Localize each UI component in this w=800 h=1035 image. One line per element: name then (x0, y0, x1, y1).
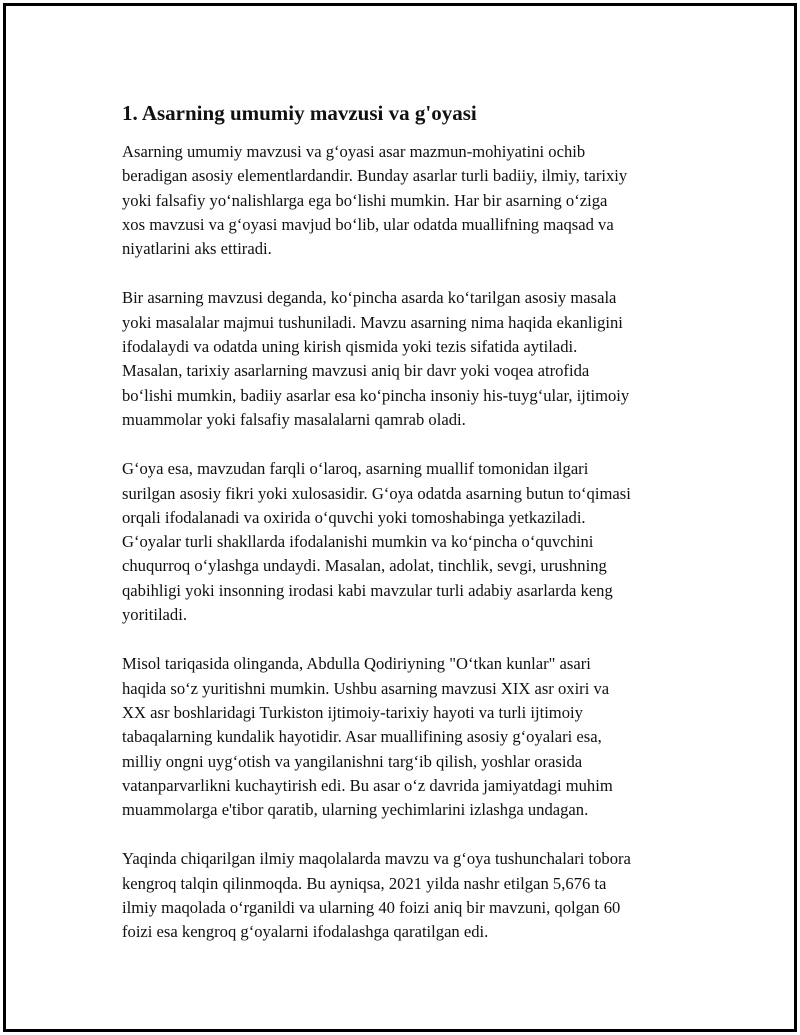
text-line: surilgan asosiy fikri yoki xulosasidir. G‘oya odatda asarning butun to‘qimasi (122, 483, 631, 503)
text-line: qabihligi yoki insonning irodasi kabi mavzular turli adabiy asarlarda keng (122, 580, 613, 600)
text-line: chuqurroq o‘ylashga undaydi. Masalan, adolat, tinchlik, sevgi, urushning (122, 556, 607, 576)
text-line: haqida so‘z yuritishni mumkin. Ushbu asarning mavzusi XIX asr oxiri va (122, 678, 610, 698)
text-line: xos mavzusi va g‘oyasi mavjud bo‘lib, ular odatda muallifning maqsad va (122, 214, 614, 234)
paragraph-5 (122, 847, 692, 944)
text-line: yoki masalalar majmui tushuniladi. Mavzu asarning nima haqida ekanligini (122, 312, 623, 332)
text-line: niyatlarini aks ettiradi. (122, 239, 272, 259)
text-line: bo‘lishi mumkin, badiiy asarlar esa ko‘pincha insoniy his-tuyg‘ular, ijtimoiy (122, 385, 630, 405)
text-line: vatanparvarlikni kuchaytirish edi. Bu asar o‘z davrida jamiyatdagi muhim (122, 775, 613, 795)
text-line: Yaqinda chiqarilgan ilmiy maqolalarda mavzu va g‘oya tushunchalari tobora (122, 849, 631, 869)
text-line: ifodalaydi va odatda uning kirish qismida yoki tezis sifatida aytiladi. (122, 337, 578, 357)
text-line: ilmiy maqolada o‘rganildi va ularning 40 foizi aniq bir mavzuni, qolgan 60 (122, 898, 621, 918)
text-line: Bir asarning mavzusi deganda, ko‘pincha asarda ko‘tarilgan asosiy masala (122, 288, 617, 308)
text-line: milliy ongni uyg‘otish va yangilanishni targ‘ib qilish, yoshlar orasida (122, 751, 583, 771)
text-line: XX asr boshlaridagi Turkiston ijtimoiy-tarixiy hayoti va turli ijtimoiy (122, 702, 583, 722)
text-line: yoritiladi. (122, 605, 187, 625)
document-content (122, 98, 692, 970)
text-line: kengroq talqin qilinmoqda. Bu ayniqsa, 2021 yilda nashr etilgan 5,676 ta (122, 873, 607, 893)
text-line: Masalan, tarixiy asarlarning mavzusi aniq bir davr yoki voqea atrofida (122, 361, 590, 381)
paragraph-4 (122, 652, 692, 822)
text-line: beradigan asosiy elementlardandir. Bunday asarlar turli badiiy, ilmiy, tarixiy (122, 166, 628, 186)
page-frame (3, 3, 797, 1032)
text-line: G‘oyalar turli shakllarda ifodalanishi mumkin va ko‘pincha o‘quvchini (122, 532, 594, 552)
text-line: foizi esa kengroq g‘oyalarni ifodalashga qaratilgan edi. (122, 922, 489, 942)
text-line: muammolar yoki falsafiy masalalarni qamrab oladi. (122, 409, 466, 429)
text-line: orqali ifodalanadi va oxirida o‘quvchi yoki tomoshabinga yetkaziladi. (122, 507, 586, 527)
paragraph-2 (122, 286, 692, 432)
text-line: Misol tariqasida olinganda, Abdulla Qodiriyning "O‘tkan kunlar" asari (122, 654, 591, 674)
text-line: yoki falsafiy yo‘nalishlarga ega bo‘lishi mumkin. Har bir asarning o‘ziga (122, 190, 608, 210)
paragraph-3 (122, 457, 692, 627)
text-line: G‘oya esa, mavzudan farqli o‘laroq, asarning muallif tomonidan ilgari (122, 459, 589, 479)
paragraph-1 (122, 140, 692, 261)
text-line: tabaqalarning kundalik hayotidir. Asar muallifining asosiy g‘oyalari esa, (122, 727, 602, 747)
text-line: Asarning umumiy mavzusi va g‘oyasi asar mazmun-mohiyatini ochib (122, 142, 586, 161)
section-title: 1. Asarning umumiy mavzusi va g'oyasi (122, 101, 477, 125)
text-line: muammolarga e'tibor qaratib, ularning yechimlarini izlashga undagan. (122, 800, 589, 820)
